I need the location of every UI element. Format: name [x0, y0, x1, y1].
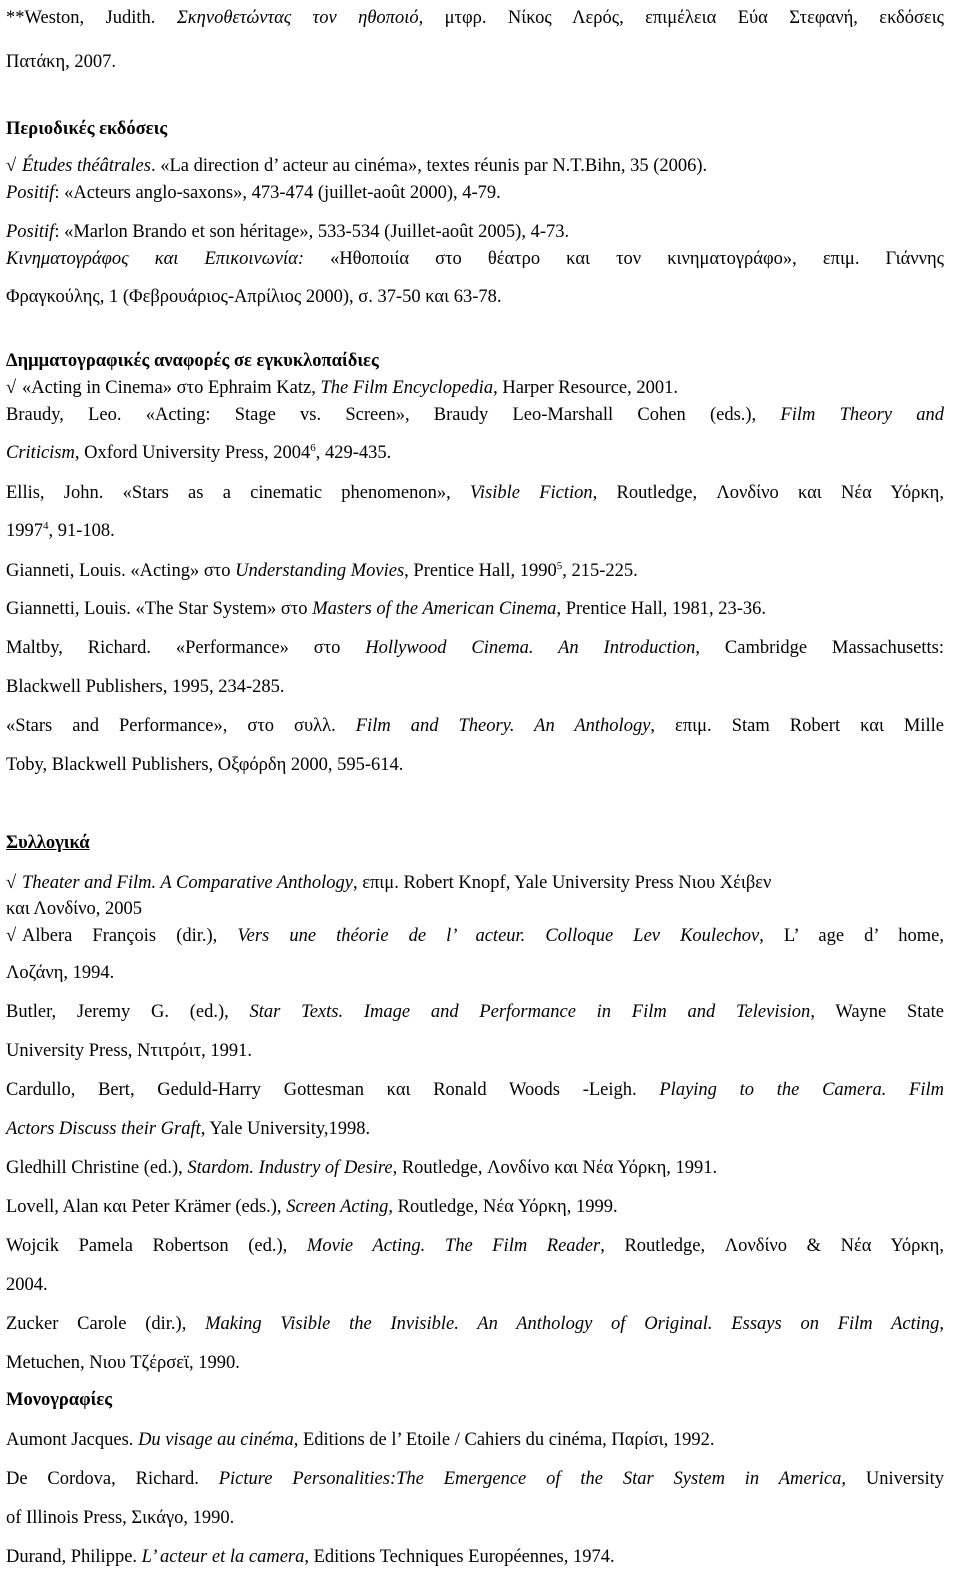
- text-line: [6, 248, 944, 270]
- text-line: [6, 520, 944, 542]
- text-run: Φραγκούλης, 1 (Φεβρουάριος-Απρίλιος 2000), σ. 37-50 και 63-78.: [6, 287, 502, 307]
- italic-title: Hollywood Cinema. An Introduction: [365, 638, 696, 658]
- text-run: , University: [841, 1469, 944, 1489]
- text-run: Aumont Jacques.: [6, 1430, 139, 1450]
- text-run: Lovell, Alan και Peter Krämer (eds.),: [6, 1197, 287, 1217]
- superscript: 6: [310, 441, 316, 454]
- text-run: : «Marlon Brando et son héritage», 533-534 (Juillet-août 2005), 4-73.: [54, 222, 570, 242]
- text-run: Giannetti, Louis. «The Star System» στο: [6, 599, 313, 619]
- text-run: Wojcik Pamela Robertson (ed.),: [6, 1236, 307, 1256]
- text-line: [6, 404, 944, 426]
- text-run: **Weston, Judith.: [6, 8, 177, 28]
- text-run: , Cambridge Massachusetts:: [695, 638, 945, 658]
- text-run: , Editions de l’ Etoile / Cahiers du cinéma, Παρίσι, 1992.: [293, 1430, 715, 1450]
- text-line: [6, 221, 944, 243]
- text-run: , Routledge, Λονδίνο και Νέα Υόρκη, 1991.: [392, 1158, 718, 1178]
- text-line: [6, 1352, 944, 1374]
- italic-title: Star Texts. Image and Performance in Film and Television: [249, 1002, 811, 1022]
- text-run: «Acting in Cinema» στο Ephraim Katz,: [22, 378, 321, 398]
- text-run: Toby, Blackwell Publishers, Οξφόρδη 2000, 595-614.: [6, 755, 404, 775]
- text-run: , 91-108.: [48, 521, 115, 541]
- text-run: University Press, Ντιτρόιτ, 1991.: [6, 1041, 253, 1061]
- text-line: [6, 1389, 944, 1411]
- italic-title: Criticism: [6, 443, 75, 463]
- text-line: [6, 51, 944, 73]
- italic-title: Picture Personalities:The Emergence of the Star System in America: [218, 1469, 842, 1489]
- text-run: 2004.: [6, 1275, 48, 1295]
- text-line: [6, 1507, 944, 1529]
- text-line: [6, 560, 944, 582]
- text-line: [6, 1546, 944, 1568]
- text-run: , επιμ. Robert Knopf, Yale University Press Νιου Χέιβεν: [352, 873, 772, 893]
- text-line: [6, 1157, 944, 1179]
- italic-title: Film Theory and: [780, 405, 944, 425]
- text-run: , Prentice Hall, 1990: [404, 561, 557, 581]
- italic-title: Κινηματογράφος και Επικοινωνία:: [6, 249, 304, 269]
- italic-title: The Film Encyclopedia: [320, 378, 494, 398]
- text-line: [6, 925, 944, 947]
- text-run: Blackwell Publishers, 1995, 234-285.: [6, 677, 285, 697]
- text-run: , Editions Techniques Européennes, 1974.: [304, 1547, 615, 1567]
- check-mark-icon: √: [6, 926, 17, 946]
- check-mark-icon: √: [6, 378, 17, 398]
- text-run: , Oxford University Press, 2004: [74, 443, 311, 463]
- text-run: Μονογραφίες: [6, 1390, 113, 1410]
- text-run: , Yale University,1998.: [200, 1119, 371, 1139]
- text-line: [6, 1040, 944, 1062]
- text-run: Butler, Jeremy G. (ed.),: [6, 1002, 250, 1022]
- italic-title: Vers une théorie de l’ acteur. Colloque Lev Koulechov: [237, 926, 760, 946]
- text-run: Gledhill Christine (ed.),: [6, 1158, 188, 1178]
- text-run: , 215-225.: [562, 561, 638, 581]
- text-run: , Prentice Hall, 1981, 23-36.: [556, 599, 767, 619]
- text-run: Cardullo, Bert, Geduld-Harry Gottesman και Ronald Woods -Leigh.: [6, 1080, 660, 1100]
- text-run: και Λονδίνο, 2005: [6, 899, 143, 919]
- superscript: 4: [43, 519, 49, 532]
- italic-title: Visible Fiction: [469, 483, 593, 503]
- text-line: [6, 832, 944, 854]
- text-run: . «La direction d’ acteur au cinéma», textes réunis par N.T.Bihn, 35 (2006).: [150, 156, 708, 176]
- italic-title: Stardom. Industry of Desire: [187, 1158, 393, 1178]
- text-run: , Routledge, Λονδίνο & Νέα Υόρκη,: [600, 1236, 944, 1256]
- text-run: ,: [939, 1314, 945, 1334]
- text-line: [6, 1001, 944, 1023]
- text-run: Albera François (dir.),: [22, 926, 238, 946]
- italic-title: L’ acteur et la camera: [141, 1547, 305, 1567]
- text-run: Durand, Philippe.: [6, 1547, 142, 1567]
- italic-title: Positif: [6, 222, 55, 242]
- italic-title: Du visage au cinéma: [138, 1430, 294, 1450]
- text-line: [6, 1196, 944, 1218]
- text-line: [6, 598, 944, 620]
- text-line: [6, 182, 944, 204]
- text-run: , μτφρ. Νίκος Λερός, επιμέλεια Εύα Στεφανή, εκδόσεις: [418, 8, 945, 28]
- text-run: Λοζάνη, 1994.: [6, 963, 115, 983]
- text-run: Metuchen, Νιου Τζέρσεϊ, 1990.: [6, 1353, 240, 1373]
- text-run: Περιοδικές εκδόσεις: [6, 119, 168, 139]
- text-line: [6, 118, 944, 140]
- italic-title: Film and Theory. An Anthology: [355, 716, 651, 736]
- text-run: Maltby, Richard. «Performance» στο: [6, 638, 366, 658]
- text-line: [6, 1313, 944, 1335]
- italic-title: Playing to the Camera. Film: [659, 1080, 944, 1100]
- text-line: [6, 7, 944, 29]
- text-line: [6, 872, 944, 894]
- italic-title: Études théâtrales: [22, 156, 151, 176]
- text-line: [6, 898, 944, 920]
- text-run: : «Acteurs anglo-saxons», 473-474 (juillet-août 2000), 4-79.: [54, 183, 501, 203]
- check-mark-icon: √: [6, 873, 17, 893]
- italic-title: Masters of the American Cinema: [312, 599, 557, 619]
- italic-title: Making Visible the Invisible. An Anthology of Original. Essays on Film Acting: [205, 1314, 940, 1334]
- text-line: [6, 377, 944, 399]
- italic-title: Actors Discuss their Graft: [6, 1119, 201, 1139]
- check-mark-icon: √: [6, 156, 17, 176]
- italic-title: Positif: [6, 183, 55, 203]
- text-run: Πατάκη, 2007.: [6, 52, 117, 72]
- italic-title: Theater and Film. A Comparative Anthology: [22, 873, 353, 893]
- text-line: [6, 482, 944, 504]
- text-line: [6, 442, 944, 464]
- text-run: , 429-435.: [315, 443, 392, 463]
- text-run: De Cordova, Richard.: [6, 1469, 219, 1489]
- text-line: [6, 1235, 944, 1257]
- text-run: Gianneti, Louis. «Acting» στο: [6, 561, 236, 581]
- text-run: , επιμ. Stam Robert και Mille: [650, 716, 945, 736]
- text-run: , Routledge, Λονδίνο και Νέα Υόρκη,: [592, 483, 944, 503]
- text-run: , Harper Resource, 2001.: [493, 378, 679, 398]
- text-line: [6, 676, 944, 698]
- text-run: Braudy, Leo. «Acting: Stage vs. Screen», Braudy Leo-Marshall Cohen (eds.),: [6, 405, 781, 425]
- text-line: [6, 1274, 944, 1296]
- text-line: [6, 962, 944, 984]
- text-line: [6, 286, 944, 308]
- italic-title: Σκηνοθετώντας τον ηθοποιό: [176, 8, 419, 28]
- text-run: , Wayne State: [810, 1002, 944, 1022]
- text-line: [6, 754, 944, 776]
- text-run: Συλλογικά: [6, 833, 90, 853]
- text-run: Δημματογραφικές αναφορές σε εγκυκλοπαίδιες: [6, 351, 379, 371]
- text-run: «Ηθοποιία στο θέατρο και τον κινηματογράφο», επιμ. Γιάννης: [303, 249, 944, 269]
- italic-title: Movie Acting. The Film Reader: [306, 1236, 601, 1256]
- text-run: of Illinois Press, Σικάγο, 1990.: [6, 1508, 235, 1528]
- text-line: [6, 155, 944, 177]
- text-run: 1997: [6, 521, 43, 541]
- text-line: [6, 1468, 944, 1490]
- text-line: [6, 1118, 944, 1140]
- text-line: [6, 1079, 944, 1101]
- text-line: [6, 350, 944, 372]
- text-run: «Stars and Performance», στο συλλ.: [6, 716, 356, 736]
- text-line: [6, 1429, 944, 1451]
- italic-title: Understanding Movies: [235, 561, 405, 581]
- superscript: 5: [556, 559, 563, 572]
- text-run: Zucker Carole (dir.),: [6, 1314, 206, 1334]
- text-run: , Routledge, Νέα Υόρκη, 1999.: [388, 1197, 618, 1217]
- italic-title: Screen Acting: [286, 1197, 389, 1217]
- text-run: Ellis, John. «Stars as a cinematic phenomenon»,: [6, 483, 470, 503]
- text-run: , L’ age d’ home,: [759, 926, 944, 946]
- text-line: [6, 637, 944, 659]
- text-line: [6, 715, 944, 737]
